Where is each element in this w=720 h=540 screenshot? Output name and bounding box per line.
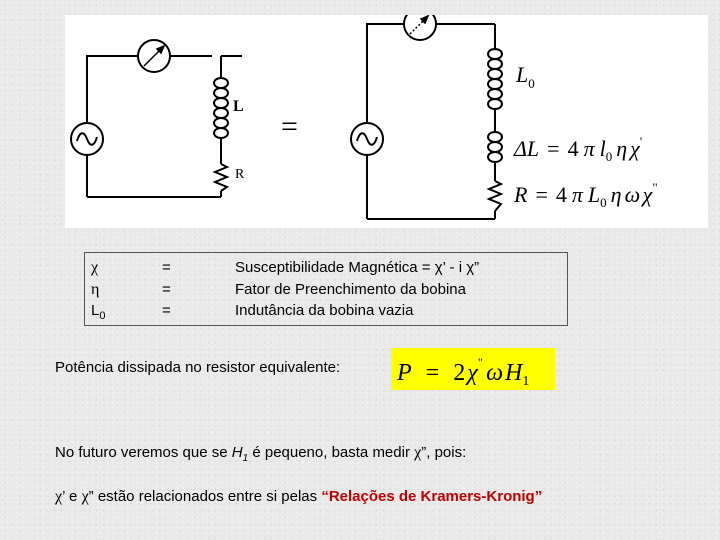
r-formula: R = 4 π $L_0$ η ω χ" <box>514 180 658 210</box>
definition-description: Indutância da bobina vazia <box>235 302 414 319</box>
definition-symbol: χ <box>91 259 99 276</box>
right-inductor-delta-l <box>488 132 502 162</box>
definition-symbol: η <box>91 281 100 298</box>
definitions-box <box>84 252 568 326</box>
kramers-kronig-highlight: “Relações de Kramers-Kronig” <box>321 488 543 505</box>
definition-row-chi <box>85 258 567 278</box>
circuit-equals-sign: = <box>281 110 298 143</box>
left-inductor-label: L <box>233 98 244 115</box>
definition-equals: = <box>162 259 171 276</box>
kramers-kronig-text: χ’ e χ” estão relacionados entre si pelas “Relações de Kramers-Kronig” <box>55 488 543 505</box>
delta-l-formula: ΔL = 4 π $l_0$ η χ' <box>514 134 643 164</box>
definition-row-eta <box>85 280 567 300</box>
future-measurement-text: No futuro veremos que se $H_1$ é pequeno, basta medir χ”, pois: <box>55 444 467 464</box>
power-label: Potência dissipada no resistor equivalente: <box>55 359 341 376</box>
definition-equals: = <box>162 302 171 319</box>
left-resistor <box>215 164 227 191</box>
circuit-diagram-panel <box>65 15 708 228</box>
left-inductor <box>214 78 228 145</box>
power-formula: P = 2χ" $\omega H_1$ <box>397 355 530 389</box>
right-inductor-l0 <box>488 49 502 109</box>
definition-description: Fator de Preenchimento da bobina <box>235 281 466 298</box>
definition-description: Susceptibilidade Magnética = χ’ - i χ” <box>235 259 480 276</box>
definition-symbol: $L_0$ <box>91 302 106 322</box>
definition-equals: = <box>162 281 171 298</box>
definition-row-l0 <box>85 301 567 321</box>
right-circuit-wire-top <box>367 24 403 123</box>
left-resistor-label: R <box>235 167 245 182</box>
power-formula-box <box>391 348 555 390</box>
l0-label: $L_0$ <box>516 62 535 91</box>
right-resistor <box>489 181 501 211</box>
